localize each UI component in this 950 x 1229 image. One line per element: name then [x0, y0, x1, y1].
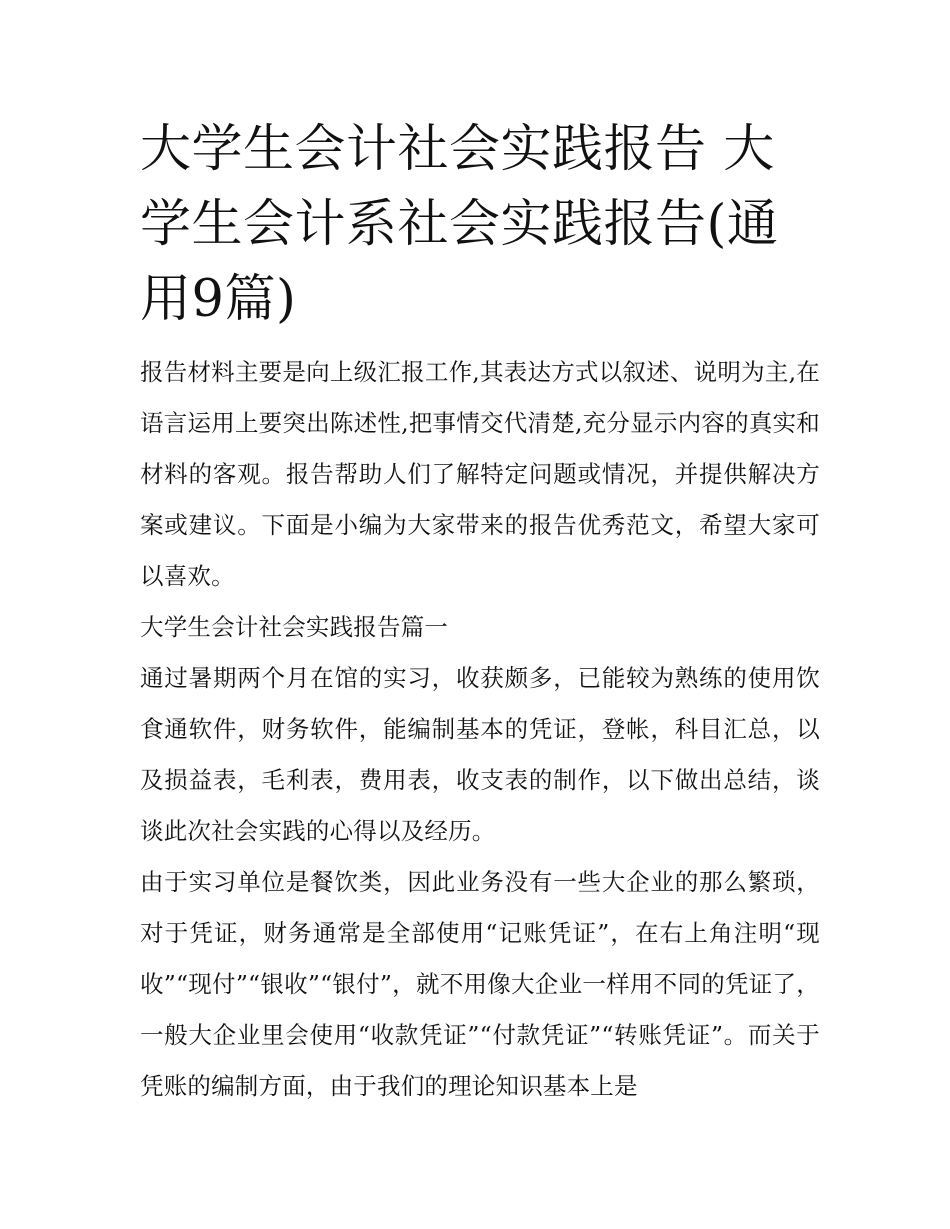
- intro-paragraph: 报告材料主要是向上级汇报工作,其表达方式以叙述、说明为主,在语言运用上要突出陈述性,把事情交代清楚,充分显示内容的真实和材料的客观。报告帮助人们了解特定问题或情况，并提供解决方案或建议。下面是小编为大家带来的报告优秀范文，希望大家可以喜欢。: [140, 358, 820, 590]
- body-paragraph: 通过暑期两个月在馆的实习，收获颇多，已能较为熟练的使用饮食通软件，财务软件，能编制基本的凭证，登帐，科目汇总，以及损益表，毛利表，费用表，收支表的制作，以下做出总结，谈谈此次社会实践的心得以及经历。: [140, 664, 820, 845]
- body-paragraph: 由于实习单位是餐饮类，因此业务没有一些大企业的那么繁琐，对于凭证，财务通常是全部使用“记账凭证”，在右上角注明“现收”“现付”“银收”“银付”，就不用像大企业一样用不同的凭证了，一般大企业里会使用“收款凭证”“付款凭证”“转账凭证”。而关于凭账的编制方面，由于我们的理论知识基本上是: [140, 868, 820, 1100]
- document-body: [140, 112, 820, 1112]
- title-spacer: [140, 337, 820, 347]
- document-title: 大学生会计社会实践报告 大学生会计系社会实践报告(通用9篇): [140, 120, 779, 329]
- section-heading: 大学生会计社会实践报告篇一: [140, 613, 449, 641]
